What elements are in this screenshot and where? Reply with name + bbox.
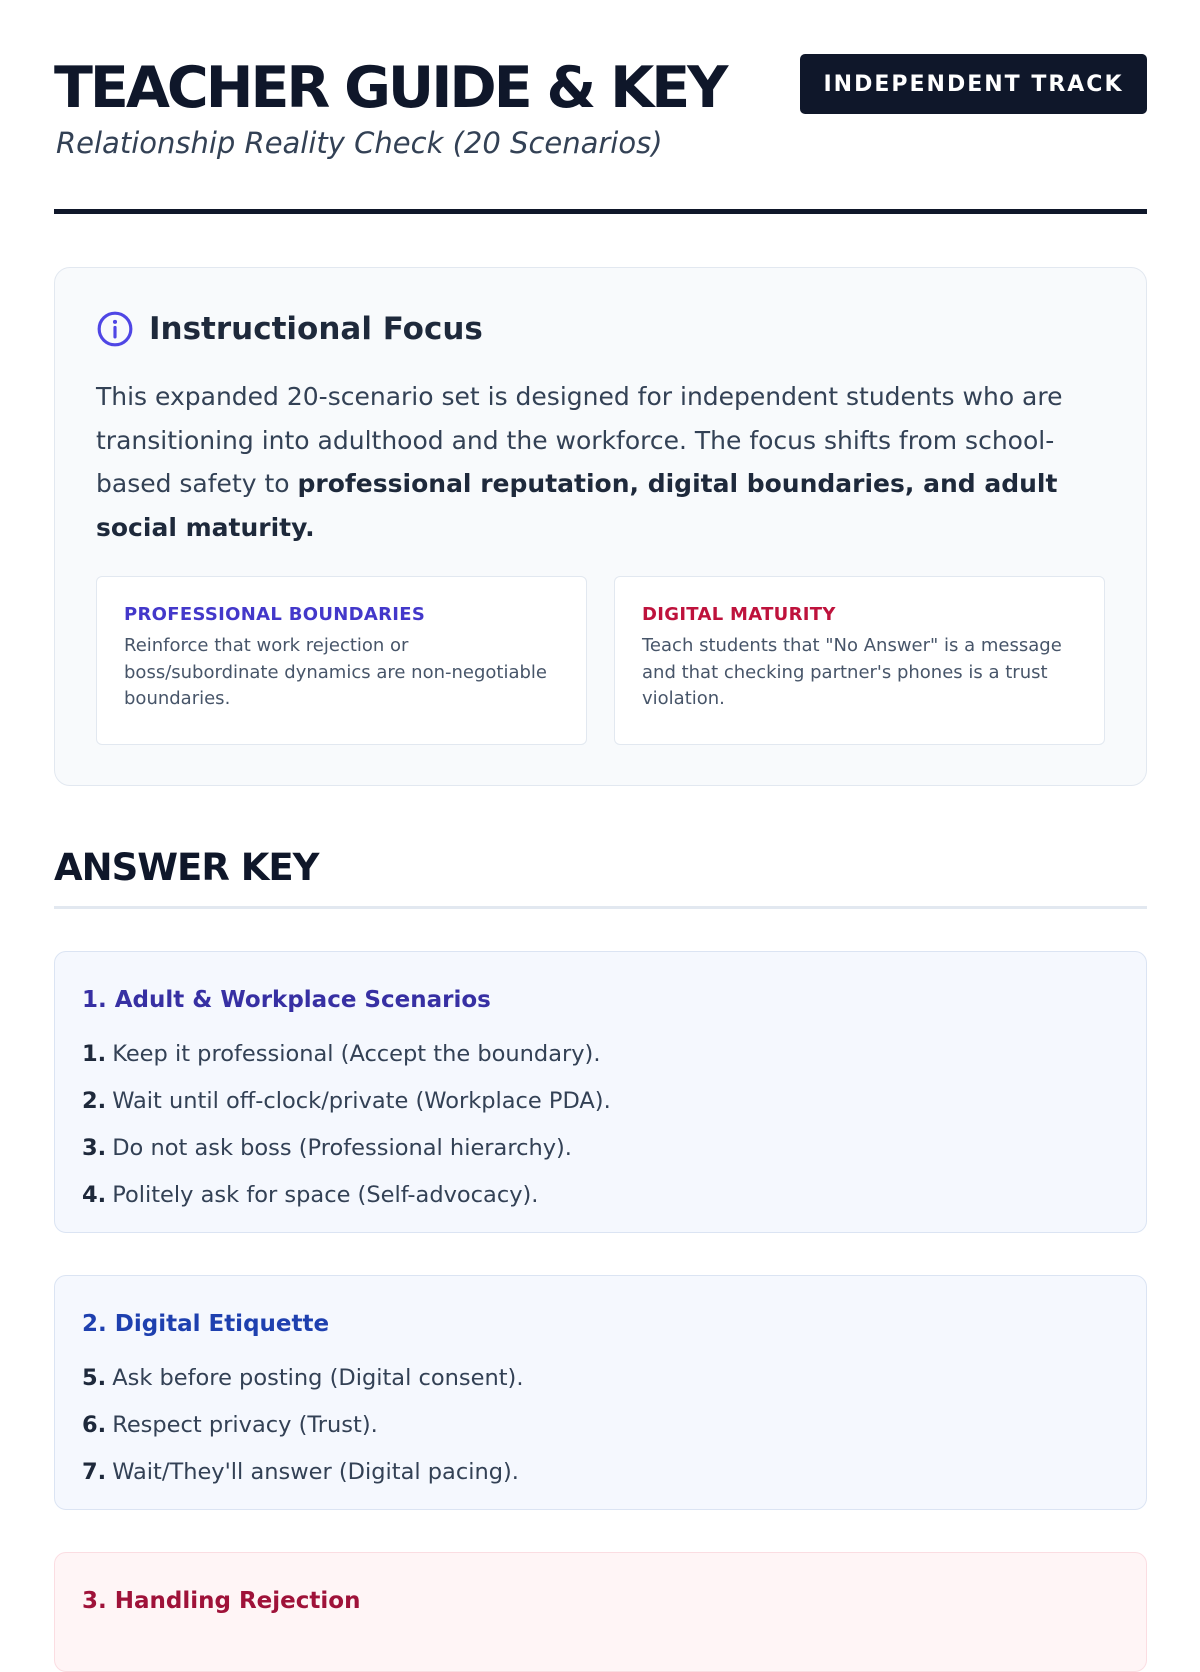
focus-description-bold: professional reputation, digital boundaries, and adult social maturity.: [96, 469, 1058, 542]
answer-text: Do not ask boss (Professional hierarchy).: [112, 1135, 572, 1161]
track-badge: INDEPENDENT TRACK: [800, 54, 1147, 114]
answer-item: [82, 1175, 1119, 1222]
answer-text: Ask before posting (Digital consent).: [112, 1365, 524, 1391]
tip-digital-maturity: [614, 576, 1105, 745]
answer-item: [82, 1128, 1119, 1175]
page-title: TEACHER GUIDE & KEY: [54, 55, 726, 121]
focus-description-plain: This expanded 20-scenario set is designed for independent students who are transitioning into adulthood and the workforce. The focus shifts from school-based safety to: [96, 382, 1063, 498]
answer-text: Keep it professional (Accept the boundary).: [112, 1041, 601, 1067]
answer-number: 5.: [82, 1365, 107, 1391]
tip-professional-boundaries: [96, 576, 587, 745]
info-circle-icon: [96, 310, 134, 348]
answer-section-rejection: [54, 1552, 1147, 1672]
tip-heading: DIGITAL MATURITY: [642, 604, 836, 625]
section-title: 2. Digital Etiquette: [82, 1311, 330, 1337]
answer-number: 3.: [82, 1135, 107, 1161]
answer-item: [82, 1358, 1119, 1405]
tip-body: Reinforce that work rejection or boss/subordinate dynamics are non-negotiable boundaries.: [124, 635, 547, 709]
answer-section-digital: [54, 1275, 1147, 1510]
answer-item: [82, 1081, 1119, 1128]
page-header: [54, 54, 1147, 214]
page-subtitle: Relationship Reality Check (20 Scenarios): [56, 126, 663, 160]
answer-text: Politely ask for space (Self-advocacy).: [112, 1182, 539, 1208]
answer-key-divider: [54, 906, 1147, 909]
answer-text: Wait/They'll answer (Digital pacing).: [112, 1459, 519, 1485]
focus-title: Instructional Focus: [149, 311, 483, 347]
tip-body: Teach students that "No Answer" is a message and that checking partner's phones is a trust violation.: [642, 635, 1062, 709]
instructional-focus-card: [54, 267, 1147, 786]
answer-number: 1.: [82, 1041, 107, 1067]
answer-number: 4.: [82, 1182, 107, 1208]
answer-key-title: ANSWER KEY: [54, 846, 319, 889]
answer-item: [82, 1452, 1119, 1499]
answer-list: [82, 1358, 1119, 1499]
answer-list: [82, 1034, 1119, 1222]
focus-heading: [96, 310, 483, 348]
tip-heading: PROFESSIONAL BOUNDARIES: [124, 604, 426, 625]
focus-description: [96, 375, 1096, 549]
answer-number: 6.: [82, 1412, 107, 1438]
answer-number: 2.: [82, 1088, 107, 1114]
answer-item: [82, 1405, 1119, 1452]
section-title: 3. Handling Rejection: [82, 1588, 361, 1614]
answer-item: [82, 1034, 1119, 1081]
answer-text: Wait until off-clock/private (Workplace PDA).: [112, 1088, 611, 1114]
answer-text: Respect privacy (Trust).: [112, 1412, 378, 1438]
section-title: 1. Adult & Workplace Scenarios: [82, 987, 491, 1013]
answer-number: 7.: [82, 1459, 107, 1485]
answer-section-workplace: [54, 951, 1147, 1233]
